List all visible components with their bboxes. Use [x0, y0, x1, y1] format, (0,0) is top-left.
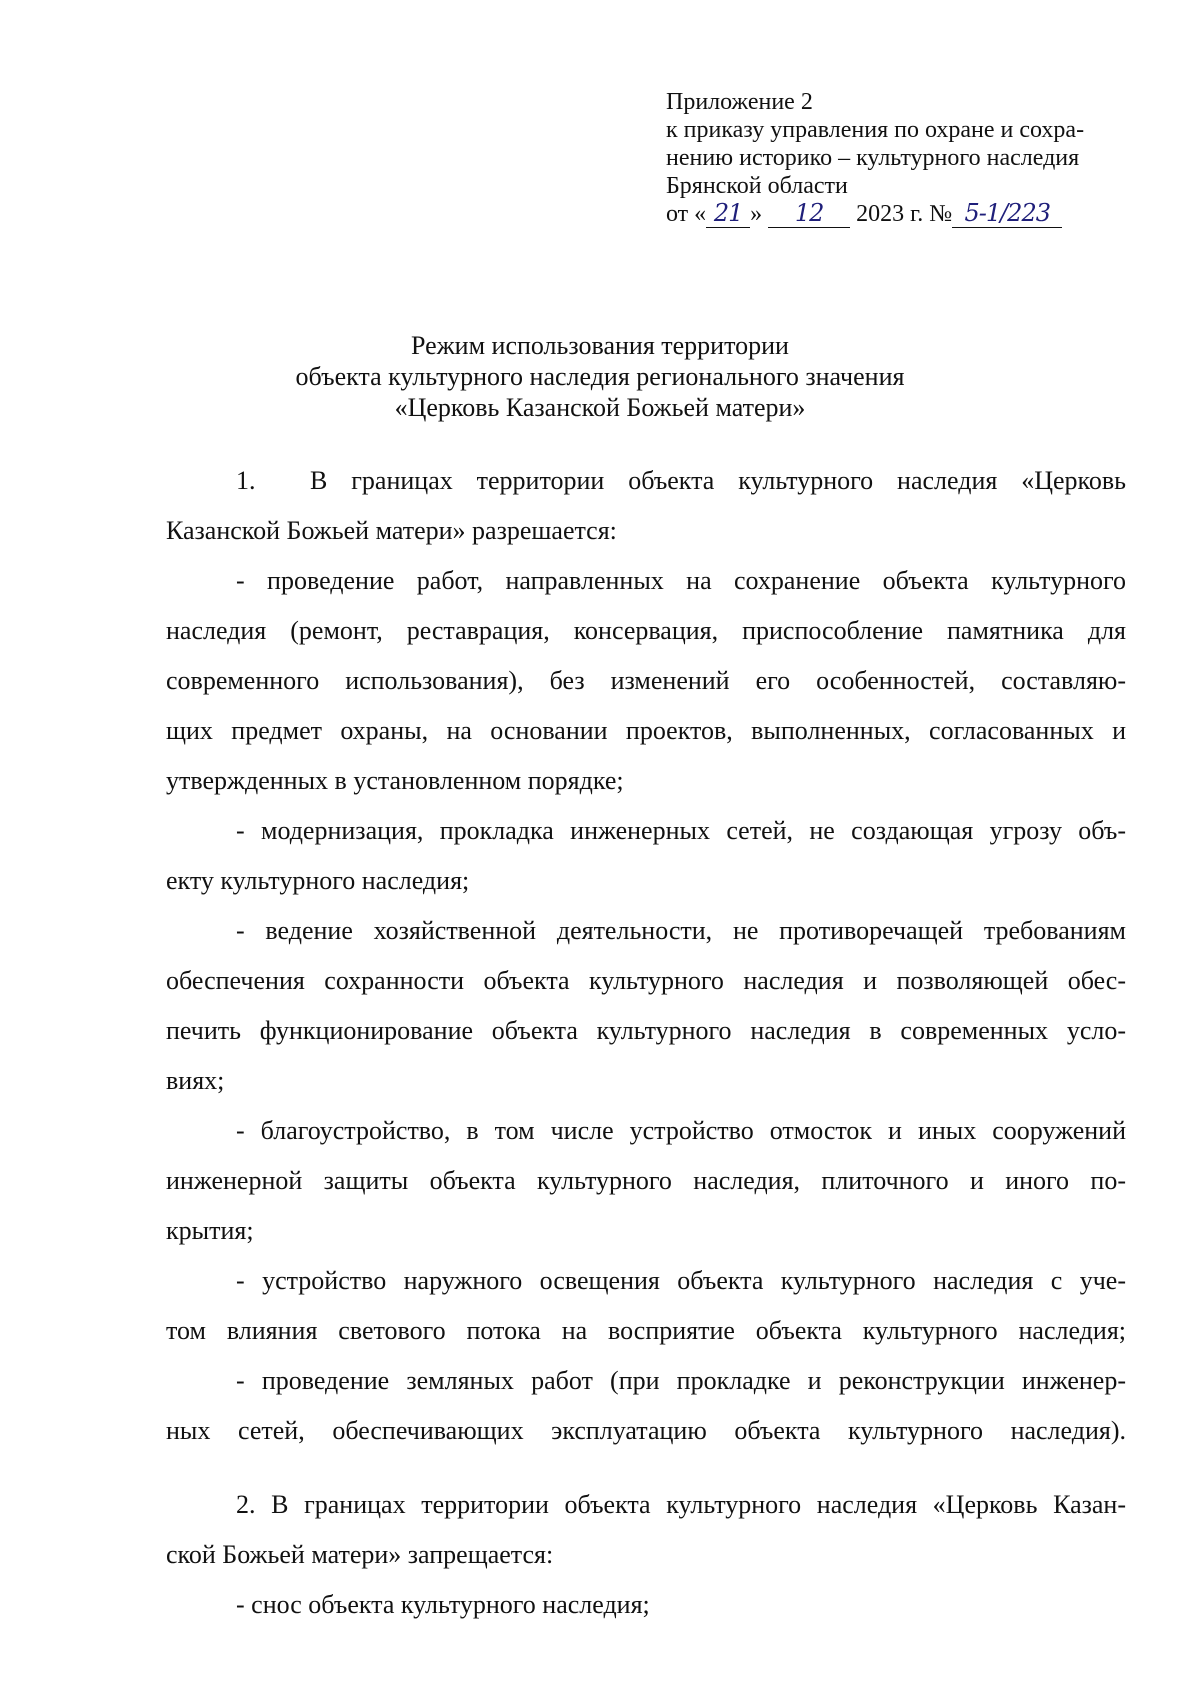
permitted-item-2-line-1: - модернизация, прокладка инженерных сетей, не создающая угрозу объ- — [236, 816, 1126, 845]
appendix-line-3: Брянской области — [666, 173, 848, 199]
appendix-line-2: нению историко – культурного наследия — [666, 145, 1080, 171]
permitted-item-1-line-3: современного использования), без изменений его особенностей, составляю- — [166, 666, 1126, 695]
section-2-line-2: ской Божьей матери» запрещается: — [166, 1540, 554, 1569]
date-day-handwritten: 21 — [713, 199, 743, 227]
date-year-text: 2023 г. № — [856, 201, 953, 227]
permitted-item-4-line-1: - благоустройство, в том числе устройство отмосток и иных сооружений — [236, 1116, 1126, 1145]
date-mid: » — [750, 201, 763, 227]
order-date-line — [666, 200, 1136, 228]
permitted-item-2-line-2: екту культурного наследия; — [166, 866, 470, 895]
appendix-line-1: к приказу управления по охране и сохра- — [666, 117, 1085, 143]
permitted-item-5-line-2: том влияния светового потока на восприятие объекта культурного наследия; — [166, 1316, 1126, 1345]
date-month-handwritten: 12 — [794, 199, 824, 227]
section-1-number: 1. — [236, 466, 256, 495]
appendix-label: Приложение 2 — [666, 89, 813, 115]
order-number-handwritten: 5-1/223 — [964, 199, 1050, 227]
section-1-line-1: В границах территории объекта культурного наследия «Церковь — [310, 466, 1126, 495]
document-body — [166, 456, 1126, 1630]
permitted-item-3-line-3: печить функционирование объекта культурного наследия в современных усло- — [166, 1016, 1126, 1045]
document-title — [150, 330, 1050, 423]
permitted-item-1-line-4: щих предмет охраны, на основании проектов, выполненных, согласованных и — [166, 716, 1126, 745]
section-2-line-1: 2. В границах территории объекта культурного наследия «Церковь Казан- — [236, 1490, 1126, 1519]
permitted-item-3-line-4: виях; — [166, 1066, 225, 1095]
permitted-item-3-line-1: - ведение хозяйственной деятельности, не противоречащей требованиям — [236, 916, 1126, 945]
appendix-header — [666, 88, 1136, 228]
permitted-item-6-line-1: - проведение земляных работ (при прокладке и реконструкции инженер- — [236, 1366, 1126, 1395]
permitted-item-3-line-2: обеспечения сохранности объекта культурного наследия и позволяющей обес- — [166, 966, 1126, 995]
order-number-field — [952, 201, 1062, 228]
permitted-item-1-line-1: - проведение работ, направленных на сохранение объекта культурного — [236, 566, 1126, 595]
section-spacer — [166, 1456, 1126, 1480]
section-1-line-2: Казанской Божьей матери» разрешается: — [166, 516, 617, 545]
prohibited-item-1: - снос объекта культурного наследия; — [236, 1590, 650, 1619]
section-1-heading — [166, 456, 1126, 506]
permitted-item-4-line-3: крытия; — [166, 1216, 254, 1245]
permitted-item-1-line-2: наследия (ремонт, реставрация, консервация, приспособление памятника для — [166, 616, 1126, 645]
date-day-field — [706, 201, 750, 228]
permitted-item-4-line-2: инженерной защиты объекта культурного наследия, плиточного и иного по- — [166, 1166, 1126, 1195]
permitted-item-6-line-2: ных сетей, обеспечивающих эксплуатацию объекта культурного наследия). — [166, 1416, 1126, 1445]
date-prefix: от « — [666, 201, 707, 227]
title-line-2: объекта культурного наследия регионального значения — [295, 362, 905, 391]
permitted-item-1-line-5: утвержденных в установленном порядке; — [166, 766, 624, 795]
title-line-3: «Церковь Казанской Божьей матери» — [394, 393, 806, 422]
title-line-1: Режим использования территории — [411, 331, 789, 360]
permitted-item-5-line-1: - устройство наружного освещения объекта культурного наследия с уче- — [236, 1266, 1126, 1295]
date-month-field — [768, 201, 850, 228]
